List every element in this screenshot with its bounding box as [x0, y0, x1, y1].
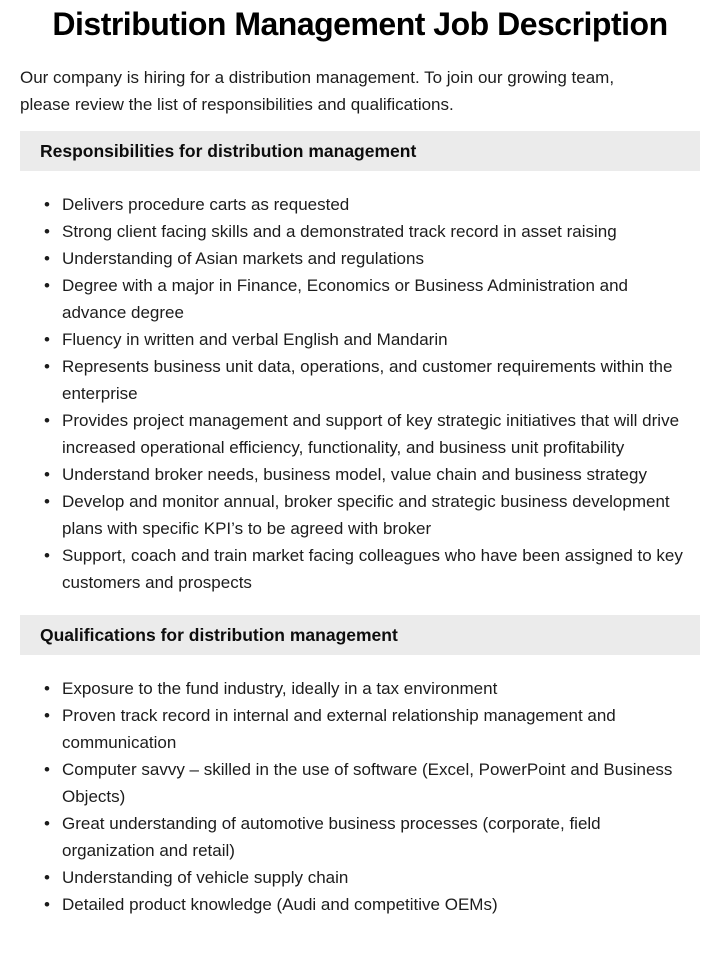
list-item: • Delivers procedure carts as requested [20, 191, 700, 218]
list-item: • Represents business unit data, operations, and customer requirements within the enterprise [20, 353, 700, 407]
list-item: • Computer savvy – skilled in the use of software (Excel, PowerPoint and Business Objects) [20, 756, 700, 810]
list-item: • Understanding of Asian markets and regulations [20, 245, 700, 272]
intro-paragraph: Our company is hiring for a distribution management. To join our growing team, please review the list of responsibilities and qualifications. [20, 68, 615, 114]
list-item: • Exposure to the fund industry, ideally in a tax environment [20, 675, 700, 702]
responsibilities-heading: Responsibilities for distribution management [20, 131, 700, 171]
list-item: • Provides project management and support of key strategic initiatives that will drive increased operational efficiency, functionality, and business unit profitability [20, 407, 700, 461]
section-responsibilities [20, 131, 700, 596]
list-item: • Understanding of vehicle supply chain [20, 864, 700, 891]
list-item: • Fluency in written and verbal English and Mandarin [20, 326, 700, 353]
list-item: • Support, coach and train market facing colleagues who have been assigned to key customers and prospects [20, 542, 700, 596]
page-title: Distribution Management Job Description [52, 6, 668, 42]
list-item: • Understand broker needs, business model, value chain and business strategy [20, 461, 700, 488]
section-qualifications [20, 615, 700, 918]
list-item: • Great understanding of automotive business processes (corporate, field organization and retail) [20, 810, 700, 864]
qualifications-list [20, 675, 700, 918]
list-item: • Develop and monitor annual, broker specific and strategic business development plans with specific KPI’s to be agreed with broker [20, 488, 700, 542]
job-description-page [0, 4, 720, 918]
list-item: • Strong client facing skills and a demonstrated track record in asset raising [20, 218, 700, 245]
list-item: • Proven track record in internal and external relationship management and communication [20, 702, 700, 756]
list-item: • Degree with a major in Finance, Economics or Business Administration and advance degree [20, 272, 700, 326]
responsibilities-list [20, 191, 700, 596]
list-item: • Detailed product knowledge (Audi and competitive OEMs) [20, 891, 700, 918]
qualifications-heading: Qualifications for distribution management [20, 615, 700, 655]
